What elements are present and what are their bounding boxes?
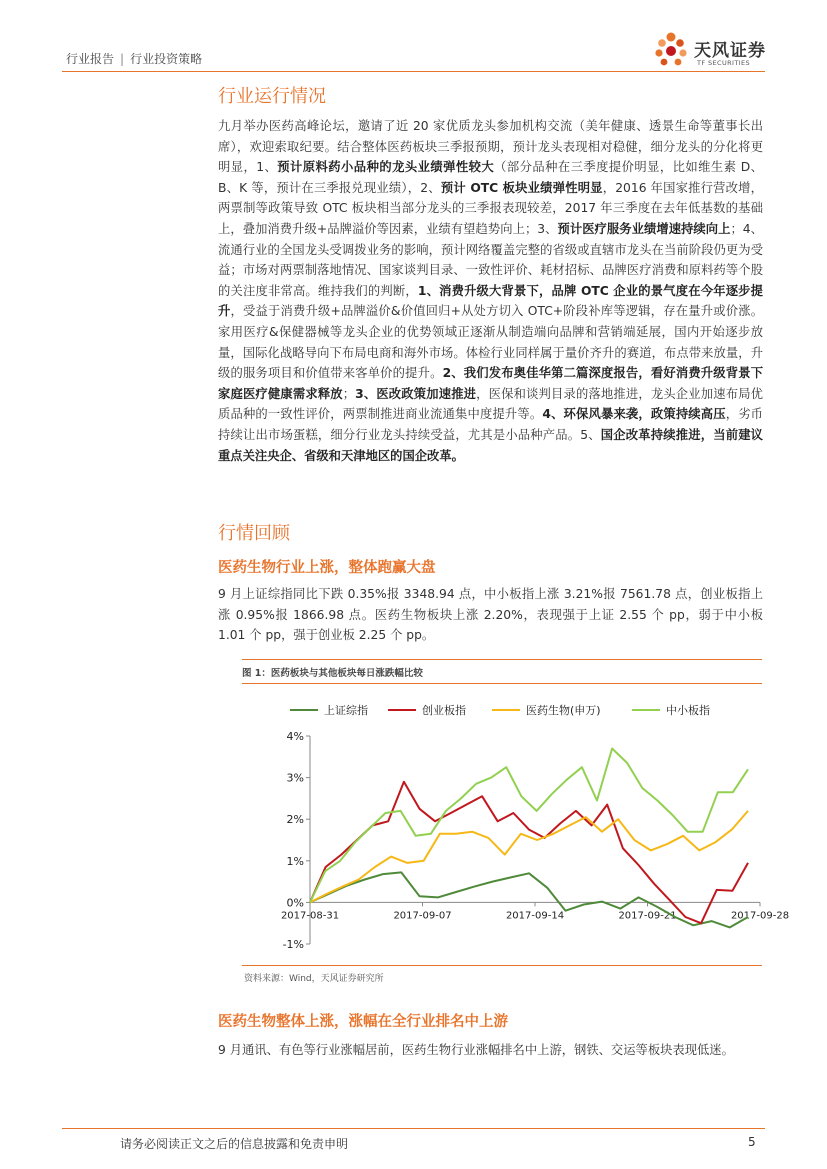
footer-disclaimer: 请务必阅读正文之后的信息披露和免责申明 bbox=[120, 1137, 349, 1151]
logo-english-name: TF SECURITIES bbox=[697, 59, 751, 67]
y-tick-label: 3% bbox=[286, 771, 304, 785]
legend-label: 医药生物(申万) bbox=[526, 704, 601, 717]
section-title-industry-operation: 行业运行情况 bbox=[218, 86, 326, 107]
report-subcategory: 行业投资策略 bbox=[130, 52, 203, 66]
paragraph-run: ，2016 年国家推行营改增，两票制等政策导致 OTC 板块相当部分龙头的三季报表现较差，2017 年三季度在去年低基数的基础上，叠加消费升级+品牌溢价等因素，业绩有望趋势向上；3、 bbox=[218, 180, 763, 236]
y-tick-label: 0% bbox=[286, 896, 304, 910]
paragraph-run: 预计原料药小品种的龙头业绩弹性较大 bbox=[277, 160, 495, 175]
y-tick-label: 1% bbox=[286, 854, 304, 868]
section-title-market-review: 行情回顾 bbox=[218, 523, 290, 544]
figure-title-rule bbox=[242, 683, 762, 684]
paragraph-run: ，受益于消费升级+品牌溢价&价值回归+从处方切入 OTC+阶段补库等逻辑，存在量升或价涨。家用医疗&保健器械等龙头企业的优势领域正逐渐从制造端向品牌和营销端延展，国内开始逐步放量，国际化战略导向下布局电商和海外市场。体检行业同样属于量价齐升的赛道，布点带来放量，升级的服务项目和价值带来客单价的提升。 bbox=[218, 304, 763, 381]
paragraph-run: ；4、流通行业的全国龙头受调拨业务的影响，预计网络覆盖完整的省级或直辖市龙头在当前阶段仍更为受益；市场对两票制落地情况、国家谈判目录、一致性评价、耗材招标、品牌医疗消费和原料药等个股的关注度非常高。维持我们的判断， bbox=[218, 221, 763, 298]
y-tick-label: 2% bbox=[286, 813, 304, 827]
figure-source: 资料来源：Wind，天风证券研究所 bbox=[244, 974, 384, 984]
y-tick-label: -1% bbox=[282, 938, 304, 951]
chart-x-axis bbox=[281, 902, 789, 921]
legend-label: 中小板指 bbox=[666, 704, 710, 717]
paragraph-run: 3、医改政策加速推进 bbox=[355, 386, 477, 401]
x-tick-label: 2017-09-07 bbox=[393, 910, 452, 922]
paragraph-run: 国企改革持续推进，当前建议重点关注央企、省级和天津地区的国企改革。 bbox=[218, 427, 763, 463]
breadcrumb-separator: | bbox=[120, 52, 125, 66]
paragraph-run: （部分品种在三季度提价明显，比如维生素 D、B、K 等，预计在三季报兑现业绩），2、 bbox=[218, 160, 763, 195]
paragraph-run: 预计 OTC 板块业绩弹性明显 bbox=[440, 180, 603, 195]
daily-change-line-chart bbox=[240, 690, 790, 960]
figure-top-rule bbox=[242, 659, 762, 660]
paragraph-run: 2、我们发布奥佳华第二篇深度报告，看好消费升级背景下家庭医疗健康需求释放 bbox=[218, 366, 763, 401]
page-number: 5 bbox=[748, 1135, 756, 1149]
ranking-paragraph: 9 月通讯、有色等行业涨幅居前，医药生物行业涨幅排名中上游，钢铁、交运等板块表现低迷。 bbox=[218, 1043, 734, 1057]
legend-label: 上证综指 bbox=[324, 704, 368, 717]
subsection-title-pharma-rise: 医药生物行业上涨，整体跑赢大盘 bbox=[218, 560, 436, 576]
x-tick-label: 2017-09-14 bbox=[505, 910, 565, 922]
paragraph-run: ； bbox=[342, 386, 356, 401]
paragraph-run: 4、环保风暴来袭，政策持续高压 bbox=[542, 407, 726, 422]
paragraph-run: ，劣币持续让出市场蛋糕，细分行业龙头持续受益，尤其是小品种产品。5、 bbox=[218, 407, 763, 442]
figure-bottom-rule bbox=[242, 965, 762, 966]
industry-operation-paragraph bbox=[218, 116, 763, 466]
y-tick-label: 4% bbox=[286, 730, 304, 743]
tf-logo-flower-icon bbox=[648, 28, 694, 74]
market-review-paragraph: 9 月上证综指同比下跌 0.35%报 3348.94 点，中小板指上涨 3.21%报 7561.78 点，创业板指上涨 0.95%报 1866.98 点。医药生物板块上涨 2.20%，表现强于上证 2.55 个 pp，弱于中小板 1.01 个 pp，强于创业板 2.25 个 pp。 bbox=[218, 587, 763, 643]
chart-legend bbox=[290, 703, 710, 717]
paragraph-run: 九月举办医药高峰论坛，邀请了近 20 家优质龙头参加机构交流（美年健康、透景生命等董事长出席），欢迎索取纪要。结合整体医药板块三季报预期，预计龙头表现相对稳健，细分龙头的分化将更明显，1、 bbox=[218, 119, 763, 175]
x-tick-label: 2017-09-21 bbox=[618, 910, 677, 922]
paragraph-run: 预计医疗服务业绩增速持续向上 bbox=[557, 221, 731, 236]
subsection-title-pharma-ranking: 医药生物整体上涨，涨幅在全行业排名中上游 bbox=[218, 1014, 508, 1030]
chart-series-lines bbox=[310, 749, 748, 928]
figure-title: 图 1：医药板块与其他板块每日涨跌幅比较 bbox=[242, 668, 423, 679]
paragraph-run: ，医保和谈判目录的落地推进，龙头企业加速布局优质品种的一致性评价，两票制推进商业流通集中度提升等。 bbox=[218, 386, 763, 422]
report-category: 行业报告 bbox=[66, 52, 115, 66]
header-divider bbox=[62, 71, 765, 72]
x-tick-label: 2017-08-31 bbox=[280, 910, 340, 922]
logo-chinese-name: 天风证券 bbox=[694, 41, 766, 61]
x-tick-label: 2017-09-28 bbox=[730, 910, 790, 922]
legend-label: 创业板指 bbox=[422, 704, 466, 717]
paragraph-run: 1、消费升级大背景下，品牌 OTC 企业的景气度在今年逐步提升 bbox=[218, 283, 763, 319]
footer-divider bbox=[62, 1128, 765, 1129]
report-breadcrumb bbox=[66, 50, 202, 67]
